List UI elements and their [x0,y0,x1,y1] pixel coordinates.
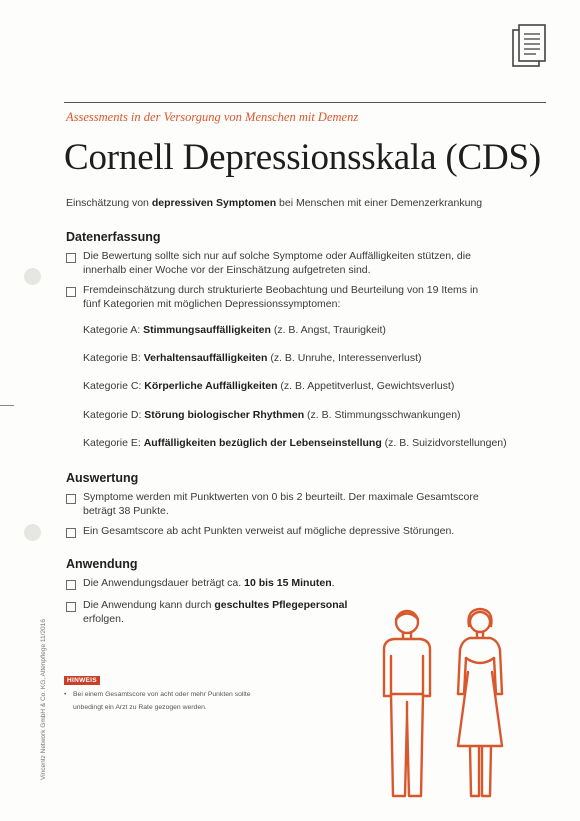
top-rule [64,102,546,103]
auswertung-item-2: Ein Gesamtscore ab acht Punkten verweist auf mögliche depressive Störungen. [83,525,455,537]
hinweis-tag: HINWEIS [64,676,100,685]
anwendung-item-2: Die Anwendung kann durch geschultes Pflegepersonal erfolgen. [83,599,348,625]
datenerfassung-item-2: Fremdeinschätzung durch strukturierte Beobachtung und Beurteilung von 19 Items in fünf Kategorien mit möglichen Depressionssymptomen: [83,284,479,310]
man-figure-icon [384,611,430,796]
publisher-side-text: Vincentz Network GmbH & Co. KG, Altenpflege 11/2016 [40,619,47,780]
heading-anwendung: Anwendung [66,557,138,571]
checkbox-anwendung-2[interactable] [66,602,76,612]
category-e: Kategorie E: Auffälligkeiten bezüglich der Lebenseinstellung (z. B. Suizidvorstellungen) [83,437,507,449]
series-title: Assessments in der Versorgung von Menschen mit Demenz [66,110,359,124]
category-b: Kategorie B: Verhaltensauffälligkeiten (z. B. Unruhe, Interessenverlust) [83,352,422,364]
checkbox-datenerfassung-2[interactable] [66,287,76,297]
category-d: Kategorie D: Störung biologischer Rhythmen (z. B. Stimmungsschwankungen) [83,409,461,421]
heading-datenerfassung: Datenerfassung [66,230,161,244]
checkbox-datenerfassung-1[interactable] [66,253,76,263]
page-title: Cornell Depressionsskala (CDS) [64,137,541,178]
category-c: Kategorie C: Körperliche Auffälligkeiten (z. B. Appetitverlust, Gewichtsverlust) [83,380,455,392]
punch-hole-bottom [24,524,41,541]
document-icon [512,24,548,68]
datenerfassung-item-1: Die Bewertung sollte sich nur auf solche Symptome oder Auffälligkeiten stützen, die innerhalb einer Woche vor der Einschätzung aufgetreten sind. [83,250,471,276]
checkbox-auswertung-1[interactable] [66,494,76,504]
anwendung-item-1: Die Anwendungsdauer beträgt ca. 10 bis 15 Minuten. [83,577,335,589]
checkbox-auswertung-2[interactable] [66,528,76,538]
hinweis-text: • Bei einem Gesamtscore von acht oder mehr Punkten sollte unbedingt ein Arzt zu Rate gezogen werden. [64,688,251,714]
figures-illustration [372,606,522,806]
auswertung-item-1: Symptome werden mit Punktwerten von 0 bis 2 beurteilt. Der maximale Gesamtscore beträgt 38 Punkte. [83,491,479,517]
punch-hole-top [24,268,41,285]
woman-figure-icon [458,609,502,796]
checkbox-anwendung-1[interactable] [66,580,76,590]
subtitle: Einschätzung von depressiven Symptomen bei Menschen mit einer Demenzerkrankung [66,197,483,209]
fold-mark [0,405,14,406]
category-a: Kategorie A: Stimmungsauffälligkeiten (z. B. Angst, Traurigkeit) [83,324,386,336]
heading-auswertung: Auswertung [66,471,139,485]
